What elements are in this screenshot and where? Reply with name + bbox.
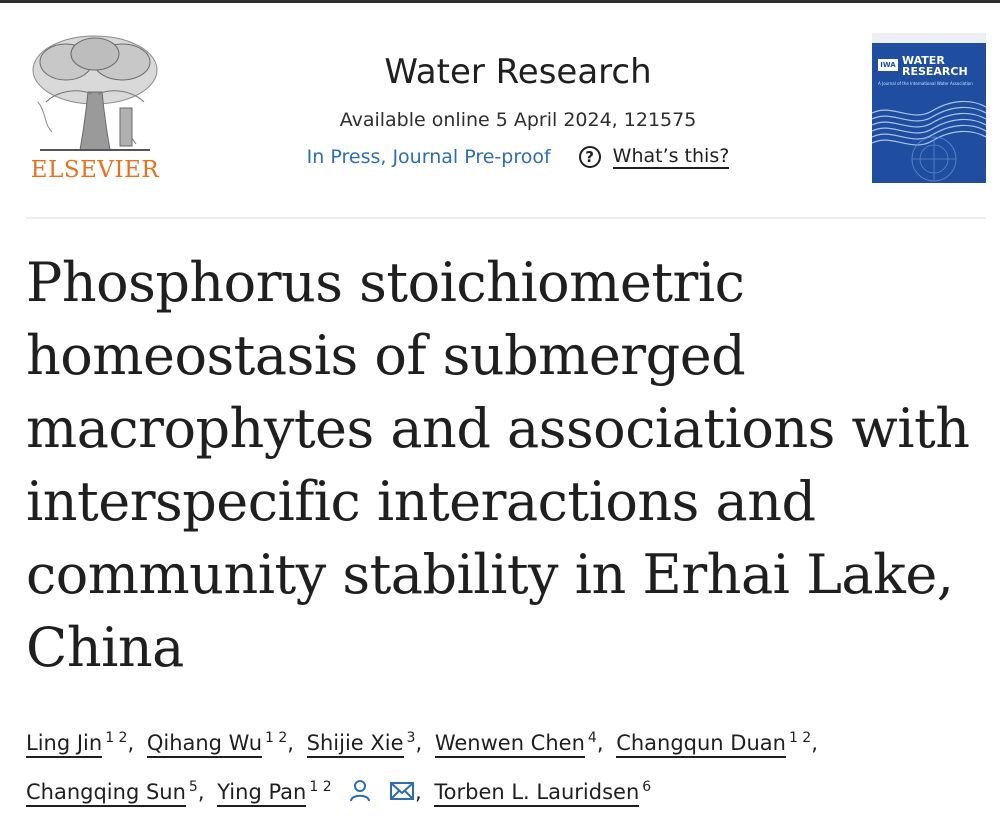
available-online-date: Available online 5 April 2024, 121575 [339,109,697,131]
separator: , [127,731,135,755]
in-press-link[interactable]: In Press, Journal Pre-proof [306,146,551,168]
separator: , [596,731,604,755]
status-row [190,144,846,170]
cover-subtitle: A Journal of the International Water Association [878,81,973,86]
cover-top-bar [872,33,986,43]
affiliation-marker: 4 [587,730,597,746]
wave-pattern-icon [872,93,986,183]
envelope-icon[interactable] [389,773,415,817]
top-rule [0,0,1000,3]
affiliation-marker: 1 2 [309,779,332,795]
affiliation-marker: 1 2 [265,730,288,746]
author-link[interactable]: Ying Pan [217,780,306,807]
affiliation-marker: 1 2 [105,730,128,746]
author-link[interactable]: Shijie Xie [307,731,404,758]
whats-this-link[interactable]: What’s this? [612,145,730,167]
author-link[interactable]: Qihang Wu [147,731,262,758]
tree-icon [26,32,164,157]
affiliation-marker: 6 [642,779,652,795]
separator: , [415,780,422,804]
author-link[interactable]: Torben L. Lauridsen [434,780,639,807]
author-link[interactable]: Wenwen Chen [435,731,585,758]
cover-title: WATER RESEARCH [902,54,968,78]
publisher-wordmark: ELSEVIER [30,157,160,183]
author-link[interactable]: Ling Jin [26,731,102,758]
article-title: Phosphorus stoichiometric homeostasis of submerged macrophytes and associations with interspecific interactions and community stability in Erhai Lake, China [26,251,970,679]
author-link[interactable]: Changqing Sun [26,780,186,807]
separator: , [197,780,205,804]
journal-info [190,50,846,170]
affiliation-marker: 5 [188,779,198,795]
person-icon[interactable] [348,773,372,817]
author-link[interactable]: Changqun Duan [616,731,786,758]
separator: , [287,731,294,755]
separator: , [811,731,818,755]
iwa-badge: IWA [878,59,898,71]
journal-title-link[interactable]: Water Research [384,52,652,92]
journal-cover-image[interactable] [872,33,986,183]
header-divider [26,217,986,219]
affiliation-marker: 1 2 [788,730,812,746]
affiliation-marker: 3 [406,730,416,746]
question-circle-icon[interactable]: ? [579,146,601,168]
separator: , [415,731,423,755]
author-list [26,716,966,817]
